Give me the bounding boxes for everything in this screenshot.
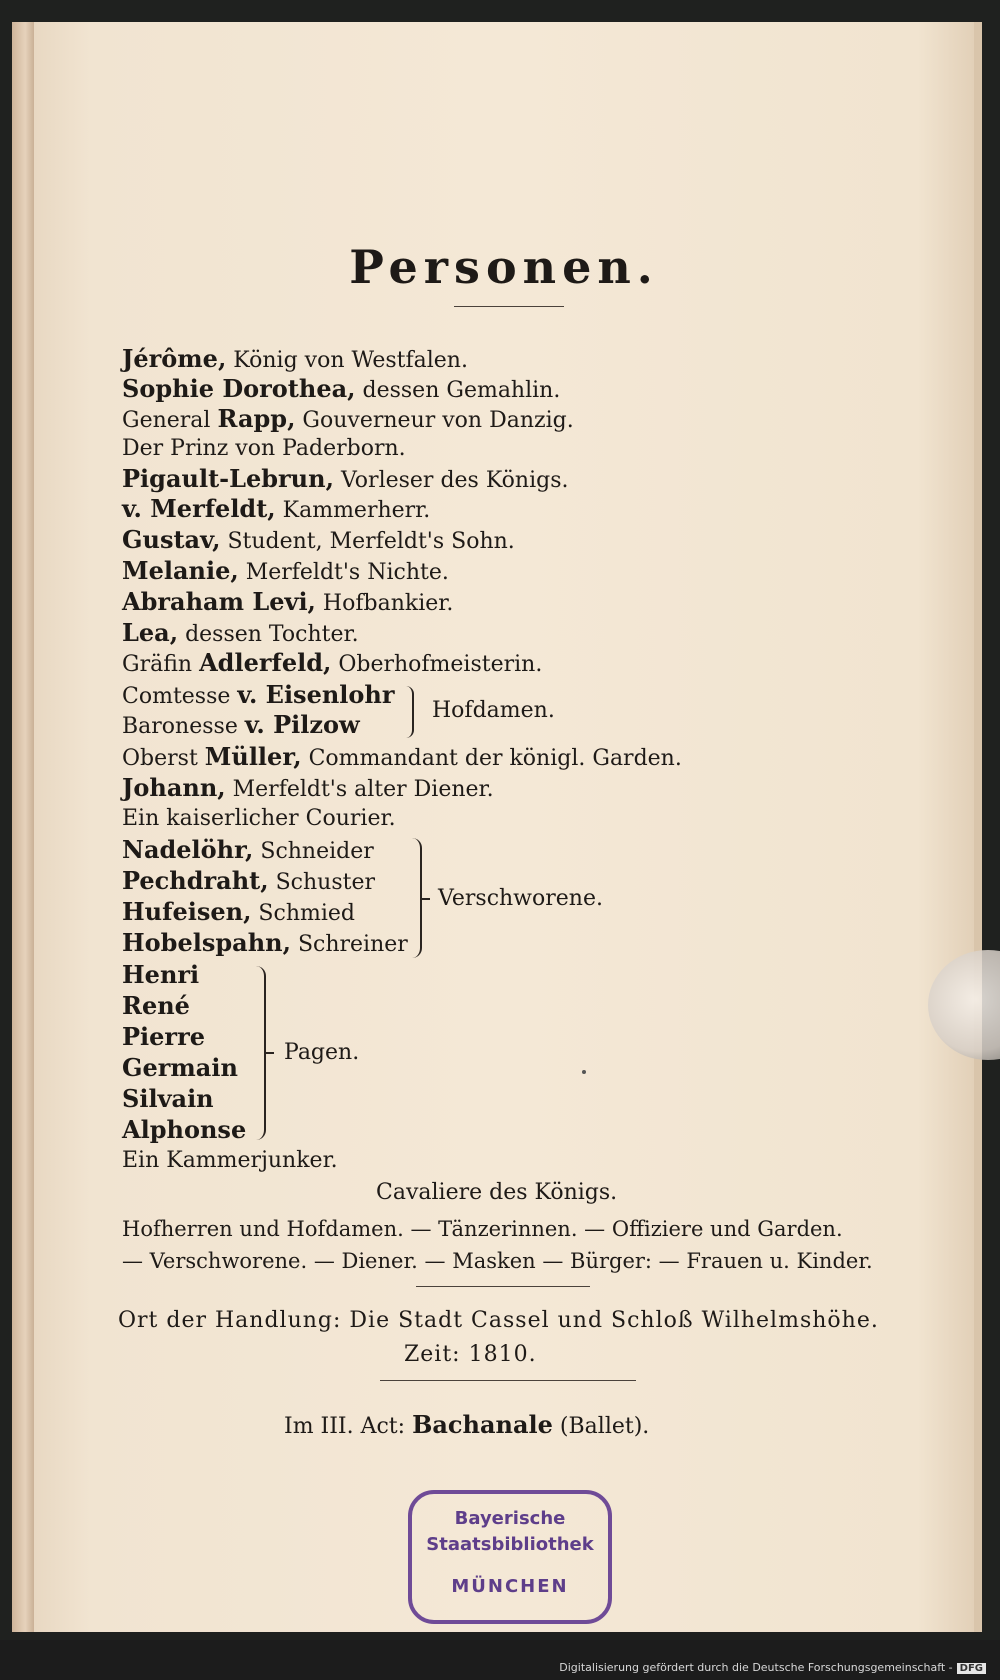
cast-row bbox=[122, 556, 449, 588]
book-left-edge bbox=[12, 22, 34, 1632]
cast-name: Adlerfeld, bbox=[199, 648, 332, 677]
kammerjunker-line: Ein Kammerjunker. bbox=[122, 1148, 338, 1173]
verschworene-member bbox=[122, 866, 375, 898]
extras-line: Hofherren und Hofdamen. — Tänzerinnen. — Offiziere und Garden. bbox=[122, 1217, 843, 1241]
cast-name: Gustav, bbox=[122, 525, 221, 554]
cast-role: Student, Merfeldt's Sohn. bbox=[227, 529, 515, 554]
stamp-line: MÜNCHEN bbox=[451, 1576, 569, 1597]
cast-role: Commandant der königl. Garden. bbox=[308, 746, 682, 771]
credit-text: Digitalisierung gefördert durch die Deutsche Forschungsgemeinschaft - bbox=[559, 1661, 953, 1674]
cast-role: Schmied bbox=[258, 901, 355, 926]
cast-row bbox=[122, 773, 494, 805]
verschworene-label: Verschworene. bbox=[438, 886, 603, 911]
cast-row bbox=[122, 404, 574, 436]
ort-der-handlung: Ort der Handlung: Die Stadt Cassel und Schloß Wilhelmshöhe. bbox=[118, 1308, 879, 1333]
cast-name: v. Pilzow bbox=[244, 710, 360, 739]
cast-name: Melanie, bbox=[122, 556, 239, 585]
section-rule bbox=[380, 1380, 636, 1381]
cast-role: dessen Tochter. bbox=[185, 622, 359, 647]
title-rule bbox=[454, 306, 564, 307]
act-suffix: (Ballet). bbox=[559, 1414, 650, 1439]
cavaliere-line: Cavaliere des Königs. bbox=[376, 1180, 618, 1205]
verschworene-brace-tip bbox=[420, 898, 430, 900]
dfg-logo: DFG bbox=[957, 1663, 986, 1674]
cast-name: Pigault-Lebrun, bbox=[122, 464, 334, 493]
digitization-credit bbox=[559, 1661, 986, 1674]
book-page bbox=[34, 22, 974, 1632]
section-rule bbox=[416, 1286, 590, 1287]
cast-prefix: Gräfin bbox=[122, 652, 193, 677]
hofdamen-member bbox=[122, 710, 360, 742]
cast-role: Vorleser des Königs. bbox=[340, 468, 569, 493]
act-prefix: Im III. Act: bbox=[284, 1414, 406, 1439]
page-boy-name: Henri bbox=[122, 960, 200, 989]
cast-prefix: Baronesse bbox=[122, 714, 238, 739]
verschworene-member bbox=[122, 928, 408, 960]
cast-role: Ein kaiserlicher Courier. bbox=[122, 806, 396, 831]
cast-name: Hufeisen, bbox=[122, 897, 252, 926]
cast-prefix: Oberst bbox=[122, 746, 198, 771]
cast-role: Der Prinz von Paderborn. bbox=[122, 436, 406, 461]
cast-name: v. Eisenlohr bbox=[237, 680, 395, 709]
cast-name: Pechdraht, bbox=[122, 866, 269, 895]
cast-row bbox=[122, 434, 406, 464]
hofdamen-member bbox=[122, 680, 395, 712]
zeit-line: Zeit: 1810. bbox=[404, 1342, 537, 1367]
cast-row bbox=[122, 648, 542, 680]
cast-name: v. Merfeldt, bbox=[122, 494, 276, 523]
cast-role: Schreiner bbox=[297, 932, 408, 957]
hofdamen-label: Hofdamen. bbox=[432, 698, 555, 723]
cast-row bbox=[122, 344, 468, 376]
pagen-brace-tip bbox=[264, 1052, 274, 1054]
cast-role: Merfeldt's alter Diener. bbox=[232, 777, 494, 802]
page-boy-name: Pierre bbox=[122, 1022, 205, 1051]
cast-row bbox=[122, 374, 560, 406]
cast-role: Hofbankier. bbox=[322, 591, 454, 616]
act-line bbox=[284, 1410, 649, 1442]
cast-row bbox=[122, 742, 682, 774]
page-boy-name: Alphonse bbox=[122, 1115, 247, 1144]
page-boy-name: Germain bbox=[122, 1053, 238, 1082]
act-name: Bachanale bbox=[412, 1410, 553, 1439]
cast-name: Lea, bbox=[122, 618, 179, 647]
cast-role: Gouverneur von Danzig. bbox=[302, 408, 574, 433]
cast-row bbox=[122, 494, 430, 526]
cast-row bbox=[122, 525, 515, 557]
ink-speck bbox=[582, 1070, 586, 1074]
cast-name: Hobelspahn, bbox=[122, 928, 291, 957]
cast-name: Müller, bbox=[204, 742, 302, 771]
book-right-edge bbox=[974, 22, 982, 1632]
cast-name: Sophie Dorothea, bbox=[122, 374, 356, 403]
cast-name: Nadelöhr, bbox=[122, 835, 254, 864]
stamp-line: Bayerische bbox=[454, 1508, 566, 1529]
cast-prefix: Comtesse bbox=[122, 684, 231, 709]
pagen-label: Pagen. bbox=[284, 1040, 360, 1065]
cast-name: Jérôme, bbox=[122, 344, 227, 373]
cast-role: Schuster bbox=[275, 870, 376, 895]
cast-role: Schneider bbox=[260, 839, 374, 864]
extras-line: — Verschworene. — Diener. — Masken — Bürger: — Frauen u. Kinder. bbox=[122, 1249, 873, 1273]
cast-row bbox=[122, 804, 396, 834]
cast-name: Abraham Levi, bbox=[122, 587, 316, 616]
cast-name: Rapp, bbox=[217, 404, 296, 433]
page-boy-name: Silvain bbox=[122, 1084, 214, 1113]
verschworene-member bbox=[122, 835, 374, 867]
cast-prefix: General bbox=[122, 408, 211, 433]
stamp-line: Staatsbibliothek bbox=[426, 1534, 594, 1555]
verschworene-member bbox=[122, 897, 355, 929]
page-boy-name: René bbox=[122, 991, 190, 1020]
library-stamp bbox=[408, 1490, 612, 1624]
cast-role: Kammerherr. bbox=[282, 498, 431, 523]
cast-role: dessen Gemahlin. bbox=[362, 378, 561, 403]
cast-row bbox=[122, 464, 569, 496]
cast-role: Oberhofmeisterin. bbox=[338, 652, 543, 677]
cast-role: Merfeldt's Nichte. bbox=[245, 560, 449, 585]
cast-row bbox=[122, 618, 359, 650]
cast-role: König von Westfalen. bbox=[233, 348, 468, 373]
hofdamen-brace bbox=[406, 686, 414, 738]
page-title: Personen. bbox=[349, 240, 659, 294]
cast-name: Johann, bbox=[122, 773, 226, 802]
cast-row bbox=[122, 587, 453, 619]
